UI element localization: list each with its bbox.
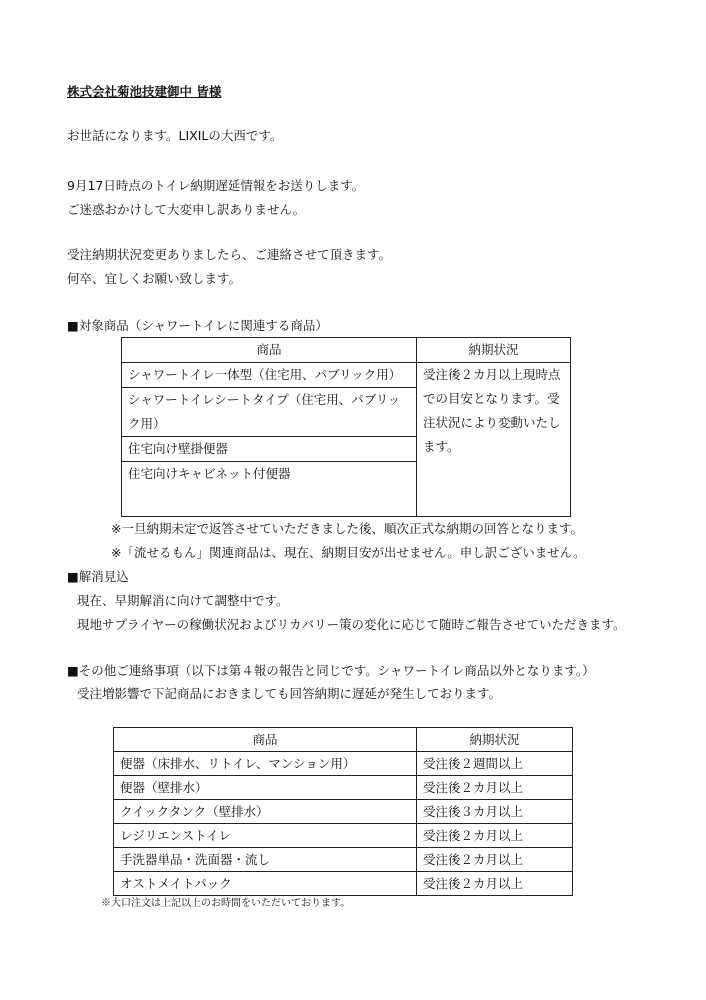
table-row [114, 752, 573, 776]
product-cell: 便器（床排水、リトイレ、マンション用） [114, 752, 417, 776]
section2-line-1: 現在、早期解消に向けて調整中です。 [77, 593, 289, 608]
status-cell: 受注後２カ月以上 [417, 848, 573, 872]
product-cell: クイックタンク（壁排水） [114, 800, 417, 824]
status-cell: 受注後２カ月以上 [417, 872, 573, 896]
product-cell: 手洗器単品・洗面器・流し [114, 848, 417, 872]
contact-line-2: 何卒、宜しくお願い致します。 [67, 271, 242, 286]
product-cell: シャワートイレ一体型（住宅用、パブリック用） [122, 363, 417, 388]
header-product: 商品 [114, 728, 417, 752]
product-cell: オストメイトパック [114, 872, 417, 896]
section3-line: 受注増影響で下記商品におきましても回答納期に遅延が発生しております。 [77, 686, 502, 701]
contact-line-1: 受注納期状況変更ありましたら、ご連絡させて頂きます。 [67, 247, 392, 262]
table-row [114, 872, 573, 896]
intro-line-2: ご迷惑おかけして大変申し訳ありません。 [67, 202, 306, 217]
product-cell: レジリエンストイレ [114, 824, 417, 848]
note-1: ※一旦納期未定で返答させていただきました後、順次正式な納期の回答となります。 [111, 521, 583, 536]
product-cell: 住宅向け壁掛便器 [122, 437, 417, 462]
table-row [114, 776, 573, 800]
note-2: ※「流せるもん」関連商品は、現在、納期目安が出せません。申し訳ございません。 [111, 545, 586, 560]
product-cell: シャワートイレシートタイプ（住宅用、パブリック用） [122, 388, 417, 437]
table-header-row [114, 728, 573, 752]
section1-heading: ■対象商品（シャワートイレに関連する商品） [67, 318, 328, 333]
header-status: 納期状況 [417, 728, 573, 752]
status-cell: 受注後２週間以上 [417, 752, 573, 776]
section2-heading: ■解消見込 [67, 569, 129, 584]
product-cell: 便器（壁排水） [114, 776, 417, 800]
section2-line-2: 現地サプライヤーの稼働状況およびリカバリー策の変化に応じて随時ご報告させていただきます。 [77, 617, 626, 632]
target-products-table [121, 337, 571, 517]
header-product: 商品 [122, 338, 417, 363]
addressee: 株式会社菊池技建御中 皆様 [67, 84, 222, 99]
status-cell: 受注後３カ月以上 [417, 800, 573, 824]
other-products-table [113, 727, 573, 896]
bulk-order-note: ※大口注文は上記以上のお時間をいただいております。 [101, 898, 351, 909]
status-cell: 受注後２カ月以上 [417, 776, 573, 800]
section3-heading: ■その他ご連絡事項（以下は第４報の報告と同じです。シャワートイレ商品以外となります。） [67, 663, 595, 678]
status-cell: 受注後２カ月以上現時点での目安となります。受注状況により変動いたします。 [417, 363, 571, 517]
table-row [114, 848, 573, 872]
table-row [122, 363, 571, 388]
status-cell: 受注後２カ月以上 [417, 824, 573, 848]
header-status: 納期状況 [417, 338, 571, 363]
greeting: お世話になります。LIXILの大西です。 [67, 128, 283, 143]
product-cell: 住宅向けキャビネット付便器 [122, 462, 417, 517]
intro-line-1: 9月17日時点のトイレ納期遅延情報をお送りします。 [67, 178, 365, 193]
table-row [114, 824, 573, 848]
table-header-row [122, 338, 571, 363]
table-row [114, 800, 573, 824]
